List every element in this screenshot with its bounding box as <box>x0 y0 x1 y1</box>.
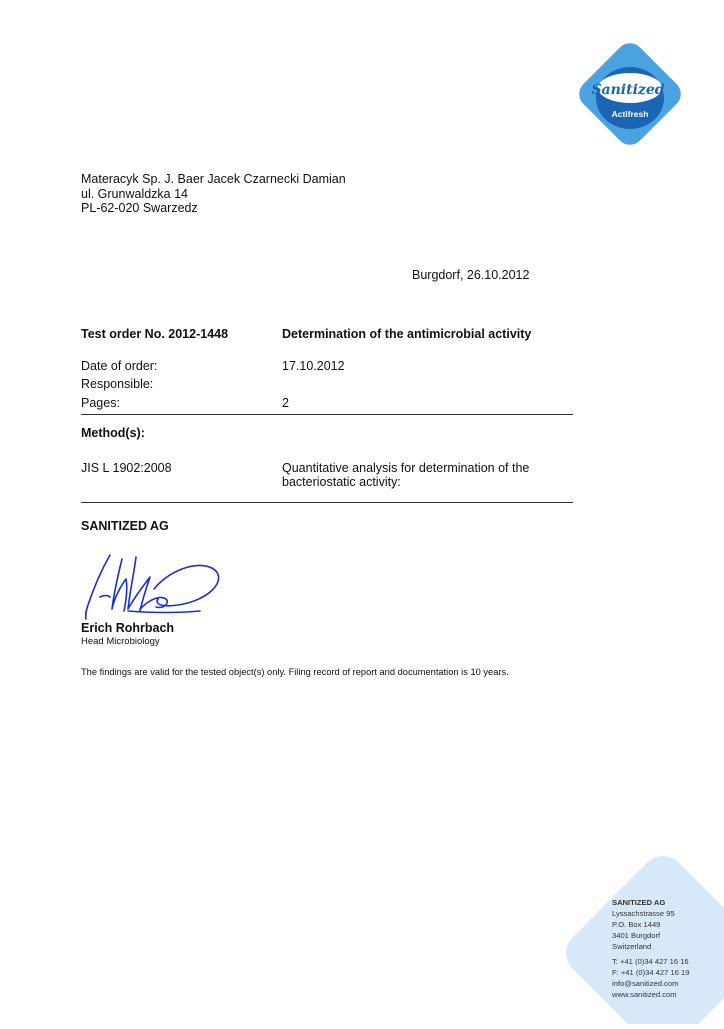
contact-company: SANITIZED AG <box>612 898 666 907</box>
svg-text:Actifresh: Actifresh <box>611 109 649 119</box>
signatory-name: Erich Rohrbach <box>81 621 175 635</box>
pages-value: 2 <box>282 396 289 410</box>
contact-country: Switzerland <box>612 942 652 951</box>
contact-phone: T: +41 (0)34 427 16 16 <box>612 957 689 966</box>
recipient-city: PL-62-020 Swarzedz <box>81 201 198 215</box>
contact-fax: F: +41 (0)34 427 16 19 <box>612 968 690 977</box>
test-order-number: Test order No. 2012-1448 <box>81 327 229 341</box>
footer-note: The findings are valid for the tested object(s) only. Filing record of report and documentation is 10 years. <box>81 667 509 677</box>
method-description-line2: bacteriostatic activity: <box>282 475 401 489</box>
place-date: Burgdorf, 26.10.2012 <box>412 268 530 282</box>
contact-website[interactable]: www.sanitized.com <box>612 990 677 999</box>
divider <box>81 502 573 503</box>
sanitized-actifresh-logo <box>571 36 689 152</box>
contact-email[interactable]: info@sanitized.com <box>612 979 679 988</box>
method-description-line1: Quantitative analysis for determination of the <box>282 461 530 475</box>
contact-street: Lyssachstrasse 95 <box>612 909 675 918</box>
handwritten-signature <box>80 549 225 628</box>
signatory-title: Head Microbiology <box>81 636 160 647</box>
test-subject: Determination of the antimicrobial activity <box>282 327 532 341</box>
svg-text:Sanitized: Sanitized <box>591 82 665 98</box>
date-of-order-label: Date of order: <box>81 359 158 373</box>
responsible-label: Responsible: <box>81 377 154 391</box>
contact-city: 3401 Burgdorf <box>612 931 661 940</box>
company-name: SANITIZED AG <box>81 519 169 533</box>
pages-label: Pages: <box>81 396 120 410</box>
methods-heading: Method(s): <box>81 426 145 440</box>
recipient-name: Materacyk Sp. J. Baer Jacek Czarnecki Damian <box>81 172 346 186</box>
method-standard: JIS L 1902:2008 <box>81 461 172 475</box>
contact-box: P.O. Box 1449 <box>612 920 661 929</box>
divider <box>81 414 573 415</box>
contact-info <box>612 897 689 1000</box>
recipient-street: ul. Grunwaldzka 14 <box>81 186 189 201</box>
recipient-address <box>81 172 346 216</box>
date-of-order-value: 17.10.2012 <box>282 359 345 373</box>
